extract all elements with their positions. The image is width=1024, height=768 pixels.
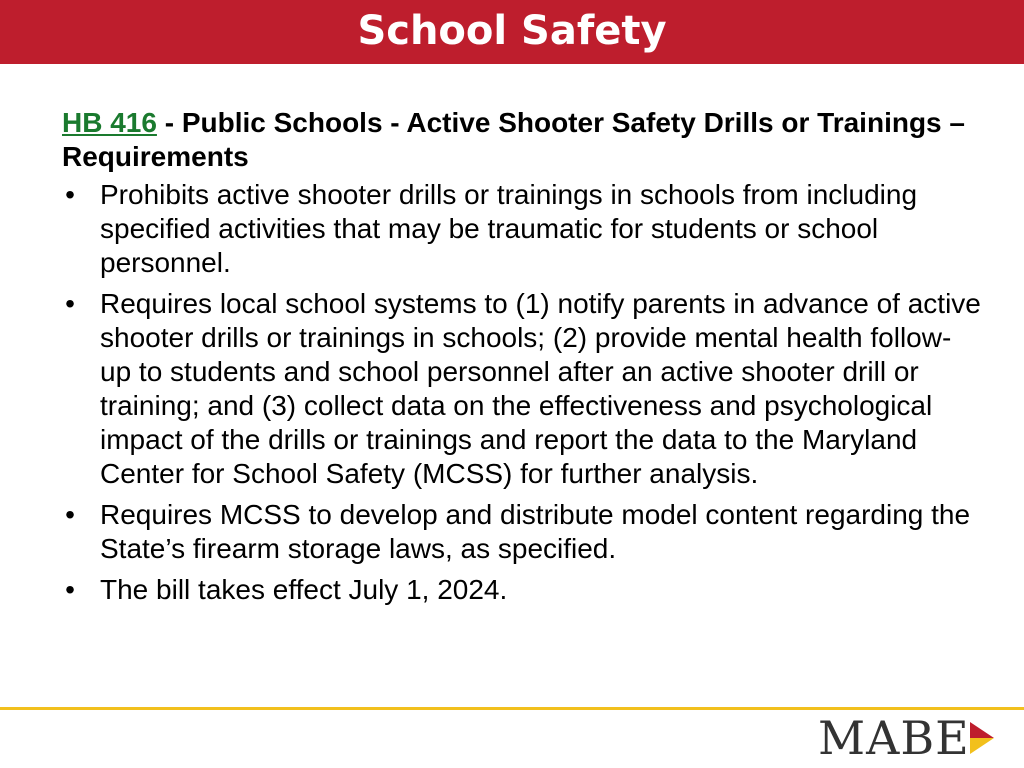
- list-item: [62, 287, 982, 491]
- bill-number-link[interactable]: HB 416: [62, 107, 157, 138]
- bullet-icon: •: [65, 179, 75, 210]
- title-bar: [0, 0, 1024, 64]
- slide-content: [62, 106, 982, 614]
- logo-text: MABE: [818, 711, 970, 765]
- bullet-icon: •: [65, 499, 75, 530]
- bullet-list: [62, 178, 982, 607]
- bill-title: - Public Schools - Active Shooter Safety Drills or Trainings – Requirements: [62, 107, 965, 172]
- list-item: [62, 498, 982, 566]
- bullet-text: Prohibits active shooter drills or trainings in schools from including specified activities that may be traumatic for students or school personnel.: [100, 179, 918, 278]
- list-item: [62, 573, 982, 607]
- footer-divider: [0, 707, 1024, 710]
- bullet-icon: •: [65, 288, 75, 319]
- bullet-icon: •: [65, 574, 75, 605]
- list-item: [62, 178, 982, 280]
- bullet-text: The bill takes effect July 1, 2024.: [100, 574, 508, 605]
- mabe-logo: [818, 712, 1008, 764]
- bullet-text: Requires MCSS to develop and distribute model content regarding the State’s firearm storage laws, as specified.: [100, 499, 971, 564]
- bill-heading: [62, 106, 982, 174]
- page-title: School Safety: [357, 8, 667, 54]
- bullet-text: Requires local school systems to (1) notify parents in advance of active shooter drills or trainings in schools; (2) provide mental health follow-up to students and school personnel after an active shooter drill or training; and (3) collect data on the effectiveness and psychological impact of the drills or trainings and report the data to the Maryland Center for School Safety (MCSS) for further analysis.: [100, 288, 981, 489]
- mabe-arrow-icon: [970, 718, 994, 758]
